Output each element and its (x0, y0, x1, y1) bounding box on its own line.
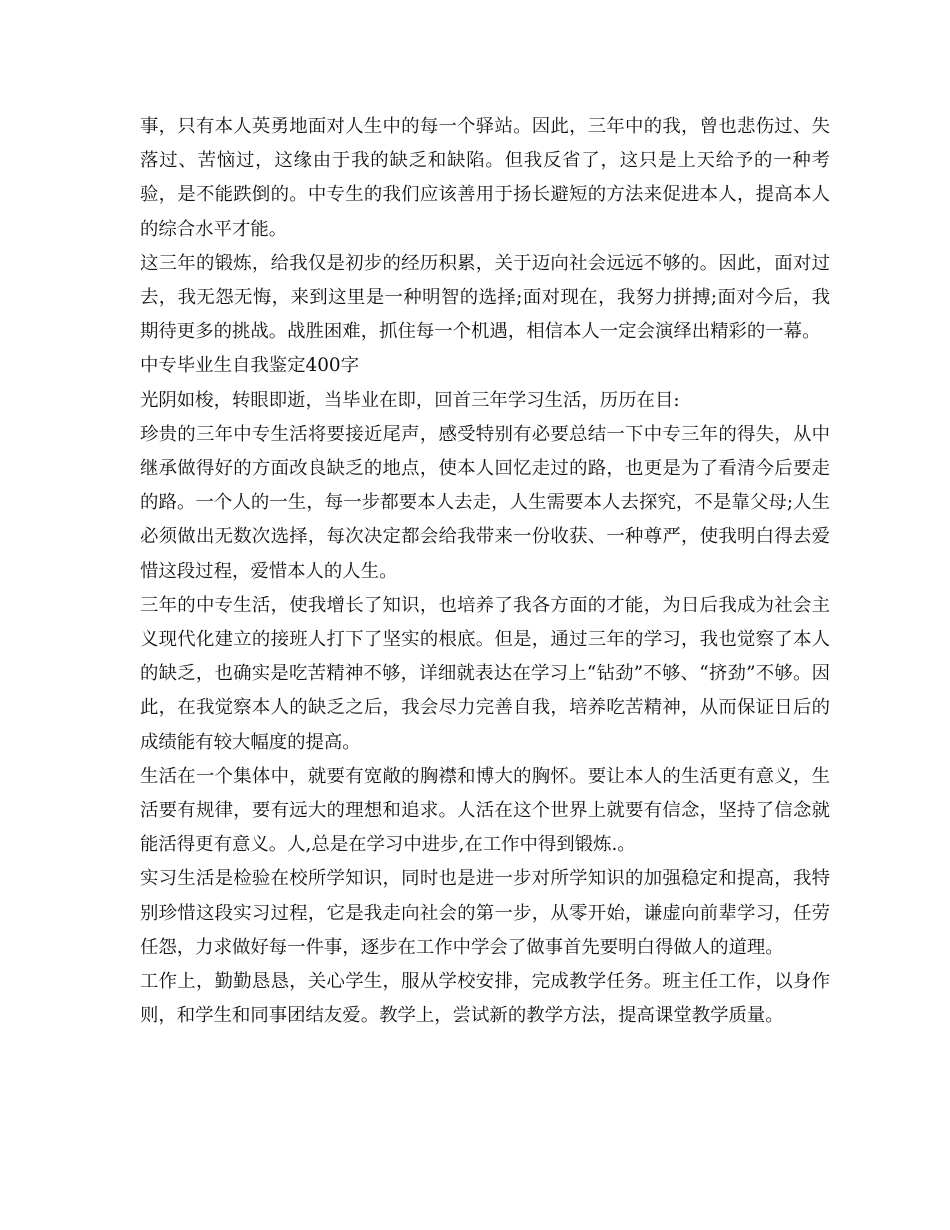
paragraph-2: 这三年的锻炼，给我仅是初步的经历积累，关于迈向社会远远不够的。因此，面对过去，我无怨无悔，来到这里是一种明智的选择;面对现在，我努力拼搏;面对今后，我期待更多的挑战。战胜困难，抓住每一个机遇，相信本人一定会演绎出精彩的一幕。 (140, 252, 830, 343)
paragraph-4: 珍贵的三年中专生活将要接近尾声，感受特别有必要总结一下中专三年的得失，从中继承做得好的方面改良缺乏的地点，使本人回忆走过的路，也更是为了看清今后要走的路。一个人的一生，每一步都要本人去走，人生需要本人去探究，不是靠父母;人生必须做出无数次选择，每次决定都会给我带来一份收获、一种尊严，使我明白得去爱惜这段过程，爱惜本人的人生。 (140, 423, 830, 582)
paragraph-8: 工作上，勤勤恳恳，关心学生，服从学校安排，完成教学任务。班主任工作，以身作则，和学生和同事团结友爱。教学上，尝试新的教学方法，提高课堂教学质量。 (140, 971, 830, 1027)
paragraph-5: 三年的中专生活，使我增长了知识，也培养了我各方面的才能，为日后我成为社会主义现代化建立的接班人打下了坚实的根底。但是，通过三年的学习，我也觉察了本人的缺乏，也确实是吃苦精神不够，详细就表达在学习上“钻劲”不够、“挤劲”不够。因此，在我觉察本人的缺乏之后，我会尽力完善自我，培养吃苦精神，从而保证日后的成绩能有较大幅度的提高。 (140, 594, 830, 753)
section-heading: 中专毕业生自我鉴定400字 (140, 355, 360, 377)
document-body (140, 110, 830, 1033)
paragraph-3: 光阴如梭，转眼即逝，当毕业在即，回首三年学习生活，历历在目: (140, 389, 680, 411)
paragraph-1: 事，只有本人英勇地面对人生中的每一个驿站。因此，三年中的我，曾也悲伤过、失落过、苦恼过，这缘由于我的缺乏和缺陷。但我反省了，这只是上天给予的一种考验，是不能跌倒的。中专生的我们应该善用于扬长避短的方法来促进本人，提高本人的综合水平才能。 (140, 116, 830, 240)
paragraph-7: 实习生活是检验在校所学知识，同时也是进一步对所学知识的加强稳定和提高，我特别珍惜这段实习过程，它是我走向社会的第一步，从零开始，谦虚向前辈学习，任劳任怨，力求做好每一件事，逐步在工作中学会了做事首先要明白得做人的道理。 (140, 868, 830, 958)
paragraph-6: 生活在一个集体中，就要有宽敞的胸襟和博大的胸怀。要让本人的生活更有意义，生活要有规律，要有远大的理想和追求。人活在这个世界上就要有信念，坚持了信念就能活得更有意义。人,总是在学习中进步,在工作中得到锻炼.。 (140, 765, 830, 856)
